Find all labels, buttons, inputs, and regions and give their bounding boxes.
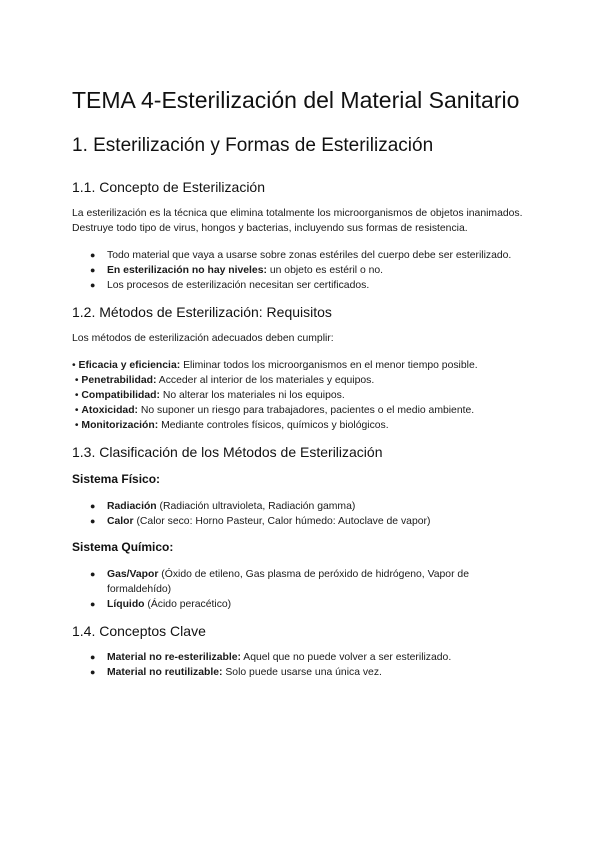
- list-item-bold: Gas/Vapor: [107, 569, 159, 580]
- document-content: [72, 84, 532, 690]
- list-item-text: (Ácido peracético): [144, 599, 232, 610]
- list-item-text: Los procesos de esterilización necesitan ser certificados.: [107, 280, 370, 291]
- bullet-icon: ●: [90, 652, 96, 662]
- requirement-text: No alterar los materiales ni los equipos.: [159, 390, 345, 401]
- list-item-bold: En esterilización no hay niveles:: [107, 265, 267, 276]
- list-item: [72, 499, 532, 514]
- list-item-text: (Óxido de etileno, Gas plasma de peróxido de hidrógeno, Vapor de formaldehído): [107, 569, 469, 595]
- list-item-text: Solo puede usarse una única vez.: [222, 667, 382, 678]
- list-item-text: un objeto es estéril o no.: [266, 265, 384, 276]
- list-item-text: (Calor seco: Horno Pasteur, Calor húmedo: Autoclave de vapor): [133, 516, 431, 527]
- system-heading: Sistema Químico:: [72, 540, 174, 554]
- requirement-bullet: •: [72, 420, 82, 431]
- subsection-heading: 1.2. Métodos de Esterilización: Requisitos: [72, 304, 332, 320]
- key-concepts-list: [72, 650, 532, 680]
- requirement-text: Eliminar todos los microorganismos en el menor tiempo posible.: [180, 360, 478, 371]
- requirement-bullet: •: [72, 360, 79, 371]
- section-heading: 1. Esterilización y Formas de Esterilización: [72, 135, 434, 156]
- subsection-heading: 1.4. Conceptos Clave: [72, 623, 206, 639]
- requirement-bold: Compatibilidad:: [81, 390, 160, 401]
- list-item-bold: Material no reutilizable:: [107, 667, 223, 678]
- list-item-bold: Radiación: [107, 501, 157, 512]
- requirement-text: No suponer un riesgo para trabajadores, pacientes o el medio ambiente.: [138, 405, 475, 416]
- list-item: [72, 597, 532, 612]
- bullet-icon: ●: [90, 250, 96, 260]
- list-item-bold: Calor: [107, 516, 134, 527]
- document-title: TEMA 4-Esterilización del Material Sanitario: [72, 87, 520, 113]
- requirement-bullet: •: [72, 405, 82, 416]
- list-item-bold: Material no re-esterilizable:: [107, 652, 241, 663]
- requirement-item: [72, 358, 532, 373]
- requirement-text: Acceder al interior de los materiales y equipos.: [156, 375, 375, 386]
- list-item: [72, 567, 532, 597]
- bullet-icon: ●: [90, 569, 96, 579]
- requirement-bold: Monitorización:: [81, 420, 159, 431]
- bullet-icon: ●: [90, 265, 96, 275]
- concept-paragraph: La esterilización es la técnica que elimina totalmente los microorganismos de objetos inanimados. Destruye todo tipo de virus, hongos y bacterias, incluyendo sus formas de resistencia.: [72, 208, 523, 234]
- requirement-bold: Atoxicidad:: [81, 405, 138, 416]
- requirement-item: [72, 418, 532, 433]
- requirement-item: [72, 373, 532, 388]
- requirement-bullet: •: [72, 390, 82, 401]
- list-item: [72, 278, 532, 293]
- bullet-icon: ●: [90, 501, 96, 511]
- chemical-methods-list: [72, 567, 532, 612]
- bullet-icon: ●: [90, 516, 96, 526]
- requirement-item: [72, 403, 532, 418]
- list-item: [72, 665, 532, 680]
- bullet-icon: ●: [90, 599, 96, 609]
- requirements-intro: Los métodos de esterilización adecuados deben cumplir:: [72, 333, 334, 344]
- list-item-text: Aquel que no puede volver a ser esterilizado.: [240, 652, 452, 663]
- list-item: [72, 650, 532, 665]
- requirement-item: [72, 388, 532, 403]
- list-item: [72, 248, 532, 263]
- requirements-list: [72, 358, 532, 433]
- list-item-text: (Radiación ultravioleta, Radiación gamma): [156, 501, 356, 512]
- physical-methods-list: [72, 499, 532, 529]
- list-item: [72, 514, 532, 529]
- requirement-text: Mediante controles físicos, químicos y biológicos.: [158, 420, 389, 431]
- bullet-icon: ●: [90, 667, 96, 677]
- bullet-icon: ●: [90, 280, 96, 290]
- subsection-heading: 1.3. Clasificación de los Métodos de Esterilización: [72, 444, 383, 460]
- system-heading: Sistema Físico:: [72, 472, 161, 486]
- list-item-text: Todo material que vaya a usarse sobre zonas estériles del cuerpo debe ser esterilizado.: [107, 250, 512, 261]
- requirement-bold: Penetrabilidad:: [81, 375, 157, 386]
- list-item-bold: Líquido: [107, 599, 145, 610]
- list-item: [72, 263, 532, 278]
- requirement-bullet: •: [72, 375, 82, 386]
- subsection-heading: 1.1. Concepto de Esterilización: [72, 179, 265, 195]
- concept-bullet-list: [72, 248, 532, 293]
- requirement-bold: Eficacia y eficiencia:: [78, 360, 181, 371]
